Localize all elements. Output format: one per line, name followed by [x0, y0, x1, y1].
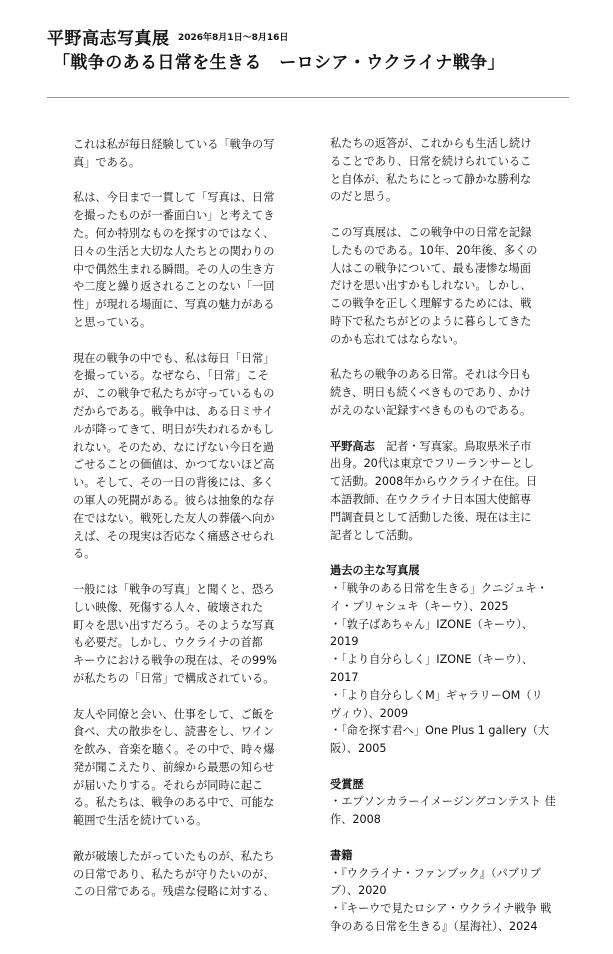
- closing-paragraph: 私たちの戦争のある日常。それは今日も 続き、明日も続くべきものであり、かけ がえのない記録すべきものものである。: [330, 368, 532, 417]
- war-photo-paragraph: 一般には「戦争の写真」と聞くと、恐ろ しい映像、死傷する人々、破壊された 町々を思い出すだろう。そのような写真 も必要だ。しかし、ウクライナの首都 キーウにおける戦争の現在は、その99% が私たちの「日常」で構成されている。: [73, 582, 277, 685]
- book-item: ・『ウクライナ・ファンブック』（パブリブ ブ）、2020: [330, 866, 541, 898]
- photographer-bio: [330, 438, 568, 545]
- exhibition-dates: 2026年8月1日〜8月16日: [178, 33, 289, 43]
- exhibition-title: 「戦争のある日常を生きる ーロシア・ウクライナ戦争」: [53, 53, 505, 73]
- routine-paragraph: 友人や同僚と会い、仕事をして、ご飯を 食べ、犬の散歩をし、読書をし、ワイン を飲み、音楽を聴く。その中で、時々爆 発が聞こえたり、前線から最悪の知らせ が届いたりする。それらが同時に起こ る。私たちは、戦争のある中で、可能な 範囲で生活を続けている。: [73, 707, 275, 828]
- header-divider: [47, 97, 569, 98]
- exhibition-item: ・「より自分らしく」IZONE（キーウ）、 2017: [330, 653, 534, 684]
- bio-text: 記者・写真家。鳥取県米子市 出身。20代は東京でフリーランサーとし て活動。2008年からウクライナ在住。日 本語教師、在ウクライナ日本国大使館専 門調査員として活動した後、現在は主に 記者として活動。: [330, 439, 538, 542]
- past-exhibitions-heading: 過去の主な写真展: [330, 564, 420, 578]
- book-item: ・『キーウで見たロシア・ウクライナ戦争 戦 争のある日常を生きる』（星海社）、2024: [330, 902, 552, 934]
- books-section: [330, 847, 568, 936]
- award-item: ・エプソンカラーイメージングコンテスト 佳 作、2008: [330, 795, 556, 827]
- left-column: [73, 136, 289, 919]
- books-heading: 書籍: [330, 848, 353, 862]
- past-exhibitions-section: [330, 562, 568, 758]
- exhibition-item: ・「敦子ばあちゃん」IZONE（キーウ）、 2019: [330, 617, 534, 649]
- philosophy-paragraph: 私は、今日まで一貫して「写真は、日常 を撮ったものが一番面白い」と考えてき た。何か特別なものを探すのではなく、 日々の生活と大切な人たちとの関わりの 中で偶然生まれる瞬間。その人の生き方 や二度と繰り返されることのない「一回 性」が現れる場面に、写真の魅力がある と思っている。: [73, 191, 275, 329]
- intro-paragraph: これは私が毎日経験している「戦争の写 真」である。: [73, 138, 275, 169]
- awards-heading: 受賞歴: [330, 777, 364, 791]
- enemy-paragraph: 敵が破壊したがっていたものが、私たち の日常であり、私たちが守りたいのが、 この日常である。残虐な侵略に対する、: [73, 849, 275, 899]
- awards-section: [330, 776, 568, 829]
- response-paragraph: 私たちの返答が、これからも生活し続け ることであり、日常を続けられているこ と自体が、私たちにとって静かな勝利な のだと思う。: [330, 137, 532, 204]
- exhibition-item: ・「より自分らしくM」ギャラリーOM（リ ヴィウ）、2009: [330, 688, 543, 720]
- daily-life-paragraph: 現在の戦争の中でも、私は毎日「日常」 を撮っている。なぜなら、「日常」こそ が、この戦争で私たちが守っているもの だからである。戦争中は、ある日ミサイ ルが降ってきて、明日が失われるかもし れない。そのため、なにげない今日を過 ごせることの価値は、かつてないほど高 い。そして、その一日の背後には、多く の軍人の死闘がある。彼らは抽象的な存 在ではない。戦死した友人の葬儀へ向か えば、その現実は否応なく痛感させられ る。: [73, 351, 275, 561]
- exhibition-item: ・「戦争のある日常を生きる」クニジュキ・ イ・プリャシュキ（キーウ）、2025: [330, 581, 548, 613]
- photographer-exhibition-title: 平野高志写真展: [47, 29, 170, 49]
- record-paragraph: この写真展は、この戦争中の日常を記録 したものである。10年、20年後、多くの 人はこの戦争について、最も凄惨な場面 だけを思い出すかもしれない。しかし、 この戦争を正しく理解するためには、戦 時下で私たちがどのように暮らしてきた のかも忘れてはならない。: [330, 225, 538, 346]
- right-column: [330, 135, 568, 954]
- bio-name: 平野高志: [330, 439, 375, 453]
- exhibition-item: ・「命を探す君へ」One Plus 1 gallery（大 阪）、2005: [330, 724, 550, 756]
